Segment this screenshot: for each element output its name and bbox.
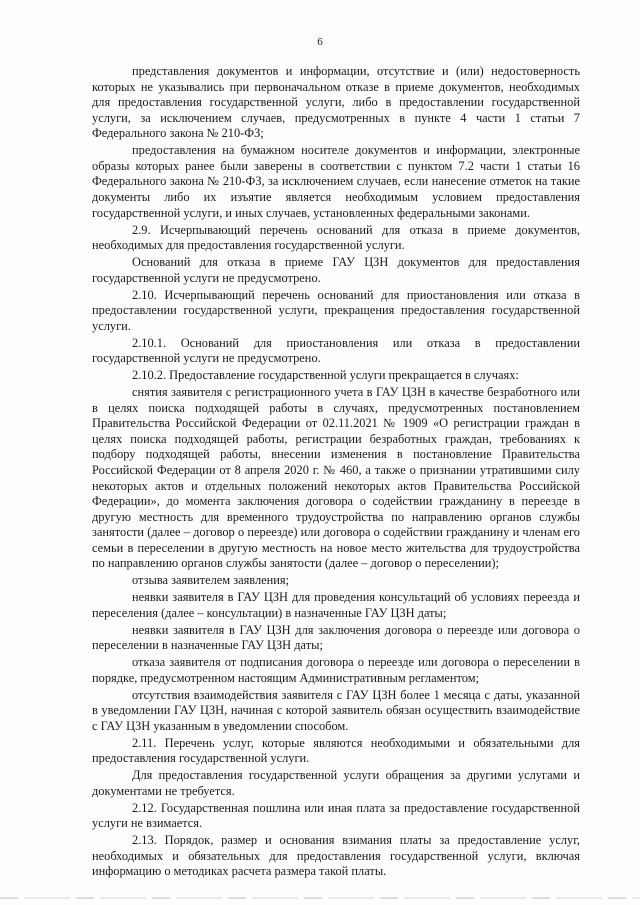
document-paragraph: отсутствия взаимодействия заявителя с ГАУ ЦЗН более 1 месяца с даты, указанной в уведомлении ГАУ ЦЗН, начиная с которой заявитель обязан осуществить взаимодействие с ГАУ ЦЗН указанным в уведомлении способом. xyxy=(92,687,580,733)
page-number: 6 xyxy=(317,36,323,48)
document-paragraph: 2.9. Исчерпывающий перечень оснований для отказа в приеме документов, необходимых для предоставления государственной услуги. xyxy=(92,222,580,253)
document-paragraph: неявки заявителя в ГАУ ЦЗН для заключения договора о переезде или договора о переселении в назначенные ГАУ ЦЗН даты; xyxy=(92,622,580,653)
document-paragraph: 2.10.2. Предоставление государственной услуги прекращается в случаях: xyxy=(132,368,519,383)
document-paragraph: снятия заявителя с регистрационного учета в ГАУ ЦЗН в качестве безработного или в целях поиска подходящей работы в случаях, предусмотренных постановлением Правительства Российской Федерации от 02.11.2021 № 1909 «О регистрации граждан в целях поиска подходящей работы, регистрации безработных граждан, требованиях к подбору подходящей работы, внесении изменения в постановление Правительства Российской Федерации от 8 апреля 2020 г. № 460, а также о признании утратившими силу некоторых актов и отдельных положений некоторых актов Правительства Российской Федерации», до момента заключения договора о содействии гражданину в переезде в другую местность для временного трудоустройства по направлению органов службы занятости (далее – договор о переезде) или договора о содействии гражданину и членам его семьи в переселении в другую местность на новое место жительства для трудоустройства по направлению органов службы занятости (далее – договор о переселении); xyxy=(92,384,580,571)
document-paragraph: представления документов и информации, отсутствие и (или) недостоверность которых не указывались при первоначальном отказе в приеме документов, необходимых для предоставления государственной услуги, либо в предоставлении государственной услуги, за исключением случаев, предусмотренных в пункте 4 части 1 статьи 7 Федерального закона № 210-ФЗ; xyxy=(92,64,580,141)
document-paragraph: 2.11. Перечень услуг, которые являются необходимыми и обязательными для предоставления государственной услуги. xyxy=(92,735,580,766)
document-paragraph: 2.10.1. Оснований для приостановления или отказа в предоставлении государственной услуги не предусмотрено. xyxy=(92,335,580,366)
document-paragraph: Для предоставления государственной услуги обращения за другими услугами и документами не требуется. xyxy=(92,768,580,798)
scan-artifact-edge xyxy=(0,897,640,899)
document-paragraph: 2.10. Исчерпывающий перечень оснований для приостановления или отказа в предоставлении государственной услуги, прекращения предоставления государственной услуги. xyxy=(92,287,580,333)
document-paragraph: 2.12. Государственная пошлина или иная плата за предоставление государственной услуги не взимается. xyxy=(92,800,580,831)
document-paragraph: предоставления на бумажном носителе документов и информации, электронные образы которых ранее были заверены в соответствии с пунктом 7.2 части 1 статьи 16 Федерального закона № 210-ФЗ, за исключением случаев, если нанесение отметок на такие документы либо их изъятие является необходимым условием предоставления государственной услуги, и иных случаев, установленных федеральными законами. xyxy=(92,143,580,220)
document-paragraph: 2.13. Порядок, размер и основания взимания платы за предоставление услуг, необходимых и обязательных для предоставления государственной услуги, включая информацию о методиках расчета размера такой платы. xyxy=(92,833,580,879)
document-body xyxy=(92,64,580,881)
document-paragraph: неявки заявителя в ГАУ ЦЗН для проведения консультаций об условиях переезда и переселения (далее – консультации) в назначенные ГАУ ЦЗН даты; xyxy=(92,590,580,620)
document-paragraph: отзыва заявителем заявления; xyxy=(132,573,290,588)
document-paragraph: отказа заявителя от подписания договора о переезде или договора о переселении в порядке, предусмотренном настоящим Административным регламентом; xyxy=(92,655,580,685)
document-paragraph: Оснований для отказа в приеме ГАУ ЦЗН документов для предоставления государственной услуги не предусмотрено. xyxy=(92,255,580,285)
